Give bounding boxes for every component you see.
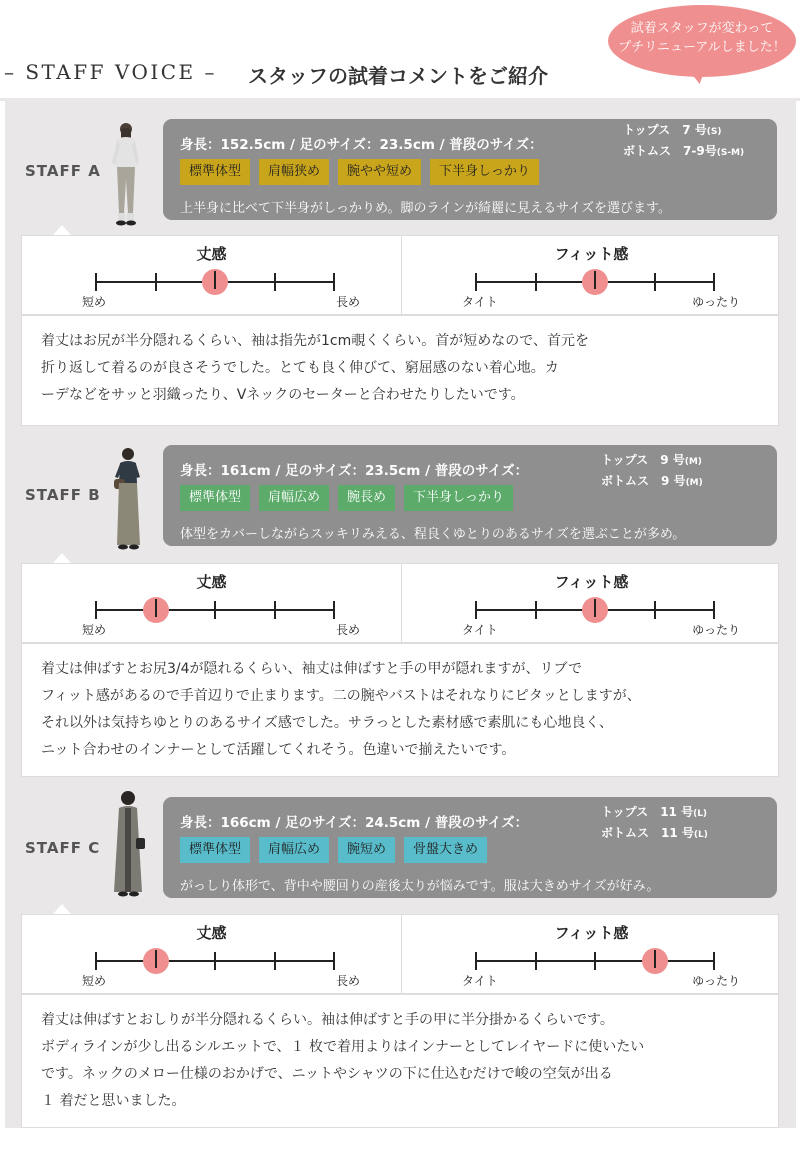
staff-label: STAFF A (25, 162, 101, 180)
card-pointer (53, 553, 71, 563)
scale-max-label: ゆったり (692, 295, 740, 309)
staff-info-box (163, 797, 777, 898)
scale-marker (143, 597, 169, 623)
staff-comment (21, 994, 779, 1128)
scale-min-label: 短め (82, 295, 107, 309)
comment-line: 着丈は伸ばすとおしりが半分隠れるくらい。袖は伸ばすと手の甲に半分掛かるくらいです。 (41, 1012, 614, 1028)
scale-title: 丈感 (196, 924, 227, 942)
scale-tick (274, 601, 276, 619)
size-value: 7-9号 (683, 144, 717, 158)
scale-marker (582, 269, 608, 295)
tag: 腕長め (338, 485, 395, 511)
comment-line: 着丈は伸ばすとお尻3/4が隠れるくらい、袖丈は伸ばすと手の甲が隠れますが、リブで (41, 661, 582, 677)
fit-scale (402, 236, 781, 316)
comment-line: ーデなどをサッと羽織ったり、Vネックのセーターと合わせたりしたいです。 (41, 387, 525, 403)
scale-tick (333, 601, 335, 619)
page-header (0, 0, 800, 100)
comment-line: です。ネックのメロー仕様のおかげで、ニットやシャツの下に仕込むだけで峻の空気が出る (41, 1066, 613, 1082)
size-item: ボトムス (601, 826, 650, 840)
scale-tick (654, 950, 656, 968)
section-title: – STAFF VOICE – (4, 60, 218, 84)
tag: 下半身しっかり (404, 485, 513, 511)
scale-title: フィット感 (554, 573, 629, 591)
usual-size (601, 803, 708, 845)
scale-axis (96, 960, 334, 962)
tag: 骨盤大きめ (404, 837, 487, 863)
size-note: (M) (684, 457, 702, 467)
scale-title: フィット感 (554, 245, 629, 263)
scale-title: 丈感 (196, 245, 227, 263)
body-description: がっしり体形で、背中や腰回りの産後太りが悩みです。服は大きめサイズが好み。 (180, 879, 660, 894)
scale-marker (202, 269, 228, 295)
scale-tick (214, 952, 216, 970)
size-note: (L) (693, 809, 708, 819)
scale-axis (96, 609, 334, 611)
scale-tick (594, 271, 596, 289)
scale-tick (654, 273, 656, 291)
tag: 肩幅広め (259, 837, 329, 863)
tag: 肩幅広め (259, 485, 329, 511)
scale-axis (96, 281, 334, 283)
size-item: ボトムス (601, 474, 650, 488)
size-scales (21, 914, 779, 994)
scale-tick (654, 601, 656, 619)
size-item: ボトムス (623, 144, 672, 158)
scale-title: フィット感 (554, 924, 629, 942)
scale-tick (535, 601, 537, 619)
scale-tick (475, 273, 477, 291)
comment-line: ニット合わせのインナーとして活躍してくれそう。色違いで揃えたいです。 (41, 742, 516, 758)
comment-line: フィット感があるので手首辺りで止まります。二の腕やバストはそれなりにピタッとしますが、 (41, 688, 641, 704)
fit-scale (402, 915, 781, 995)
comment-line: 折り返して着るのが良さそうでした。とても良く伸びて、窮屈感のない着心地。カ (41, 360, 559, 376)
usual-size (623, 121, 744, 163)
speech-bubble (608, 5, 796, 77)
size-value: 11 号 (661, 826, 694, 840)
tag: 標準体型 (180, 159, 250, 185)
scale-max-label: 長め (335, 623, 360, 637)
size-item: トップス (601, 805, 649, 819)
scale-tick (475, 952, 477, 970)
scale-marker (582, 597, 608, 623)
length-scale (22, 915, 401, 995)
usual-size (601, 451, 703, 493)
body-description: 上半身に比べて下半身がしっかりめ。脚のラインが綺麗に見えるサイズを選びます。 (180, 201, 672, 216)
scale-tick (274, 273, 276, 291)
scale-tick (535, 952, 537, 970)
scale-min-label: 短め (82, 623, 107, 637)
body-type-tags (180, 837, 487, 863)
scale-axis (476, 609, 714, 611)
scale-tick (274, 952, 276, 970)
staff-voice-panel (5, 101, 796, 1128)
scale-min-label: 短め (82, 974, 107, 988)
scale-tick (333, 273, 335, 291)
scale-tick (214, 601, 216, 619)
staff-info-box (163, 119, 777, 220)
body-type-tags (180, 159, 539, 185)
scale-tick (594, 599, 596, 617)
staff-label: STAFF B (25, 486, 101, 504)
tag: 標準体型 (180, 485, 250, 511)
staff-comment (21, 643, 779, 777)
size-value: 9 号 (660, 453, 685, 467)
scale-tick (214, 271, 216, 289)
scale-axis (476, 281, 714, 283)
scale-max-label: 長め (335, 974, 360, 988)
size-value: 7 号 (682, 123, 707, 137)
staff-comment (21, 315, 779, 426)
scale-tick (155, 273, 157, 291)
scale-tick (713, 952, 715, 970)
body-type-tags (180, 485, 513, 511)
staff-a-photo (107, 119, 143, 229)
card-pointer (53, 225, 71, 235)
scale-max-label: ゆったり (692, 974, 740, 988)
length-scale (22, 564, 401, 644)
comment-line: １ 着だと思いました。 (41, 1093, 186, 1109)
scale-tick (333, 952, 335, 970)
tag: 下半身しっかり (430, 159, 539, 185)
scale-tick (155, 599, 157, 617)
tag: 標準体型 (180, 837, 250, 863)
size-value: 9 号 (661, 474, 686, 488)
size-scales (21, 235, 779, 315)
scale-tick (594, 952, 596, 970)
scale-tick (95, 273, 97, 291)
staff-label: STAFF C (25, 839, 101, 857)
section-subtitle: スタッフの試着コメントをご紹介 (248, 64, 548, 88)
staff-c-photo (109, 788, 145, 900)
size-value: 11 号 (660, 805, 694, 819)
scale-max-label: ゆったり (692, 623, 740, 637)
scale-min-label: タイト (462, 623, 498, 637)
scale-tick (475, 601, 477, 619)
staff-b-photo (109, 445, 145, 555)
comment-line: それ以外は気持ちゆとりのあるサイズ感でした。サラっとした素材感で素肌にも心地良く、 (41, 715, 614, 731)
scale-marker (143, 948, 169, 974)
size-note: (S) (706, 127, 722, 137)
tag: 肩幅狭め (259, 159, 329, 185)
profile-text: 身長：166cm / 足のサイズ：24.5cm / 普段のサイズ： (180, 815, 529, 831)
scale-axis (476, 960, 714, 962)
scale-tick (95, 952, 97, 970)
scale-max-label: 長め (335, 295, 360, 309)
scale-tick (155, 950, 157, 968)
comment-line: ボディラインが少し出るシルエットで、１ 枚で着用よりはインナーとしてレイヤードに使いたい (41, 1039, 645, 1055)
comment-line: 着丈はお尻が半分隠れるくらい、袖は指先が1cm覗くくらい。首が短めなので、首元を (41, 333, 589, 349)
size-note: (L) (693, 830, 708, 840)
tag: 腕短め (338, 837, 395, 863)
body-description: 体型をカバーしながらスッキリみえる、程良くゆとりのあるサイズを選ぶことが多め。 (180, 527, 686, 542)
size-note: (M) (685, 478, 703, 488)
size-item: トップス (601, 453, 649, 467)
scale-tick (95, 601, 97, 619)
length-scale (22, 236, 401, 316)
profile-text: 身長：152.5cm / 足のサイズ：23.5cm / 普段のサイズ： (180, 137, 543, 153)
size-item: トップス (623, 123, 671, 137)
scale-tick (535, 273, 537, 291)
card-pointer (53, 904, 71, 914)
scale-min-label: タイト (462, 974, 498, 988)
profile-text: 身長：161cm / 足のサイズ：23.5cm / 普段のサイズ： (180, 463, 529, 479)
tag: 腕やや短め (338, 159, 421, 185)
size-note: (S-M) (716, 148, 745, 158)
scale-marker (642, 948, 668, 974)
scale-min-label: タイト (462, 295, 498, 309)
scale-title: 丈感 (196, 573, 227, 591)
scale-tick (713, 273, 715, 291)
staff-info-box (163, 445, 777, 546)
bubble-line-1: 試着スタッフが変わって (630, 21, 774, 36)
fit-scale (402, 564, 781, 644)
scale-tick (713, 601, 715, 619)
size-scales (21, 563, 779, 643)
bubble-line-2: プチリニューアルしました！ (618, 40, 786, 55)
